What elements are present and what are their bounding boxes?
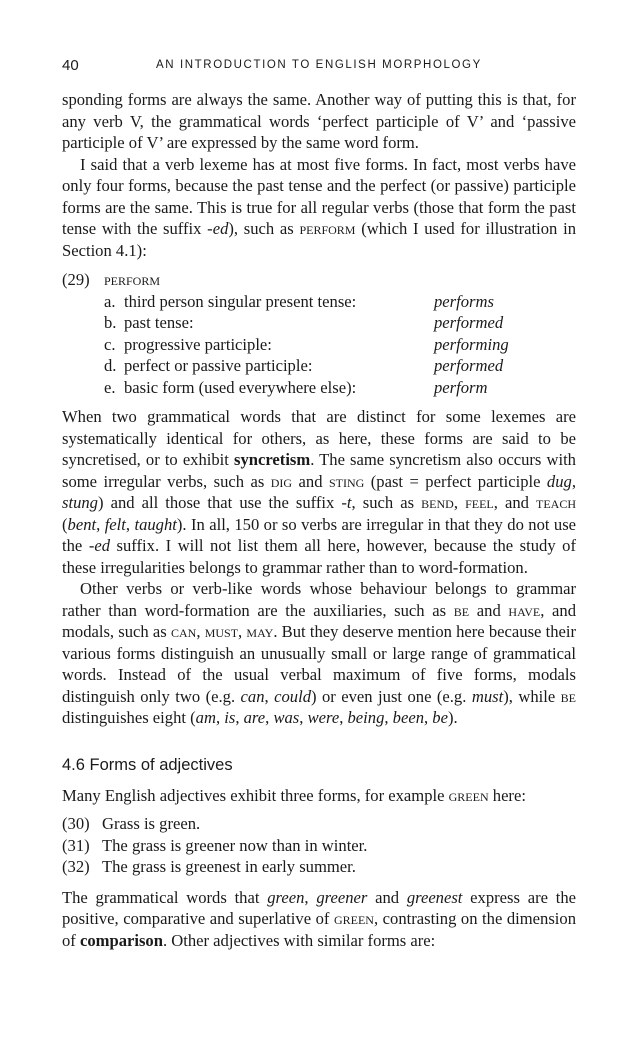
example-sentence: (32) The grass is greenest in early summer.	[62, 857, 356, 876]
paragraph-continuation: sponding forms are always the same. Another way of putting this is that, for any verb V, the grammatical words ‘perfect participle of V’ and ‘passive participle of V’ are expressed by the same word form.	[62, 90, 576, 152]
example-sentence: (31) The grass is greener now than in winter.	[62, 835, 368, 855]
page-number: 40	[62, 57, 79, 74]
paragraph-adjectives-intro: Many English adjectives exhibit three forms, for example green here:	[62, 785, 526, 805]
paragraph-auxiliaries: Other verbs or verb-like words whose behaviour belongs to grammar rather than word-formation are the auxiliaries, such as be and have, and modals, such as can, must, may. But they deserve mention here because their various forms distinguish an unusually small or large range of grammatical words. Instead of the usual verbal maximum of five forms, modals distinguish only two (e.g. can, could) or even just one (e.g. must), while be distinguishes eight (am, is, are, was, were, being, been, be).	[62, 579, 577, 727]
paragraph-comparison: The grammatical words that green, greener and greenest express are the positive, comparative and superlative of green, contrasting on the dimension of comparison. Other adjectives with similar forms are:	[62, 887, 577, 950]
example-29	[62, 269, 576, 398]
example-row: b. past tense: performed	[104, 313, 504, 332]
example-row: a. third person singular present tense: performs	[104, 291, 494, 311]
example-sentences	[62, 813, 576, 878]
paragraph-syncretism: When two grammatical words that are distinct for some lexemes are systematically identical for others, as here, these forms are said to be syncretised, or to exhibit syncretism. The same syncretism also occurs with some irregular verbs, such as dig and sting (past = perfect participle dug, stung) and all those that use the suffix -t, such as bend, feel, and teach (bent, felt, taught). In all, 150 or so verbs are irregular in that they do not use the -ed suffix. I will not list them all here, however, because the study of these irregularities belongs to grammar rather than to word-formation.	[62, 407, 577, 577]
paragraph-verb-forms: I said that a verb lexeme has at most five forms. In fact, most verbs have only four forms, because the past tense and the perfect (or passive) participle forms are the same. This is true for all regular verbs (those that form the past tense with the suffix -ed), such as perform (which I used for illustration in Section 4.1):	[62, 154, 576, 260]
section-heading: 4.6 Forms of adjectives	[62, 755, 233, 774]
page-body	[62, 89, 576, 951]
example-lexeme: perform	[104, 270, 161, 289]
running-head: AN INTRODUCTION TO ENGLISH MORPHOLOGY	[156, 59, 482, 71]
example-sentence: (30) Grass is green.	[62, 814, 201, 833]
example-row: c. progressive participle: performing	[104, 334, 509, 354]
example-row: d. perfect or passive participle: performed	[104, 356, 504, 375]
example-row: e. basic form (used everywhere else): perform	[104, 377, 488, 397]
page-header	[62, 57, 576, 77]
example-number: (29)	[62, 270, 90, 289]
